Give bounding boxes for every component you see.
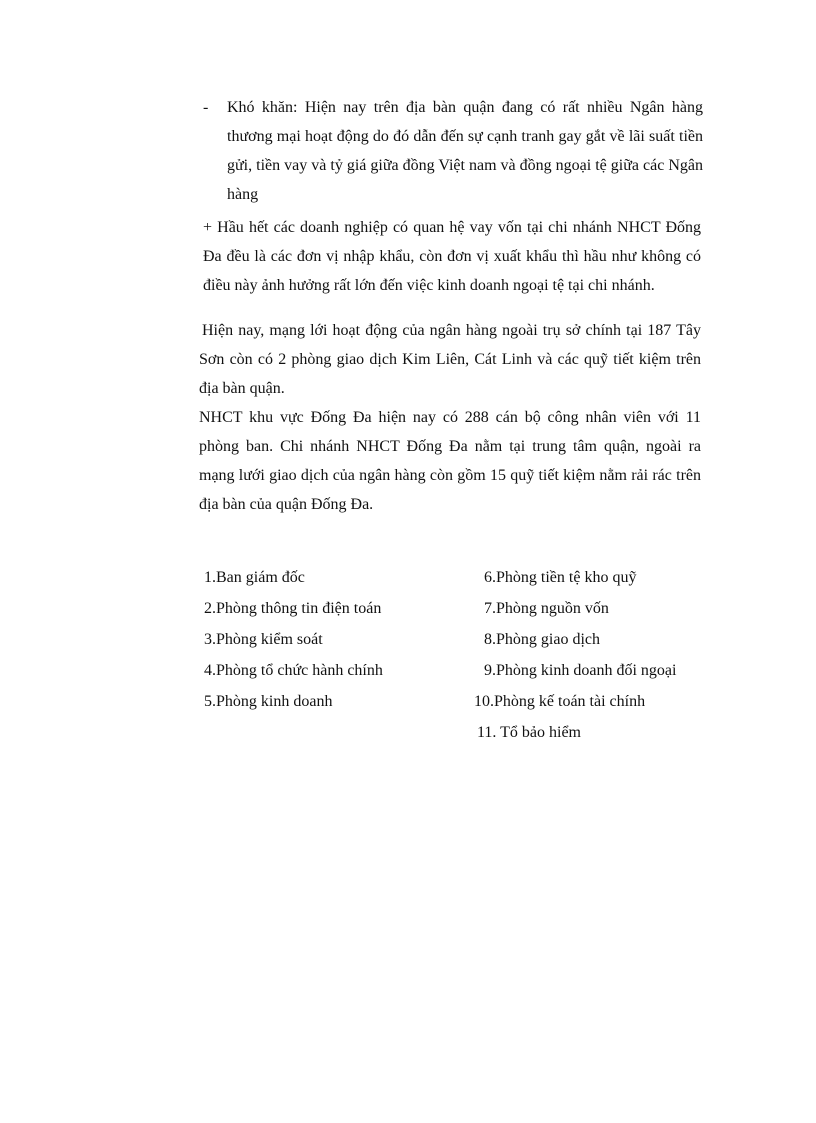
department-item: 5.Phòng kinh doanh [204,693,333,710]
paragraph-network [199,316,701,403]
paragraph-staff-text: NHCT khu vực Đống Đa hiện nay có 288 cán bộ công nhân viên với 11 phòng ban. Chi nhánh NHCT Đống Đa nằm tại trung tâm quận, ngoài ra mạng lưới giao dịch của ngân hàng còn gồm 15 quỹ tiết kiệm nằm rải rác trên địa bàn của quận Đống Đa. [199,409,701,513]
paragraph-staff [199,403,701,519]
department-item: 3.Phòng kiểm soát [204,631,323,648]
bullet-text: Khó khăn: Hiện nay trên địa bàn quận đang có rất nhiều Ngân hàng thương mại hoạt động do đó dẫn đến sự cạnh tranh gay gắt về lãi suất tiền gửi, tiền vay và tỷ giá giữa đồng Việt nam và đồng ngoại tệ giữa các Ngân hàng [227,99,703,203]
department-item: 6.Phòng tiền tệ kho quỹ [484,569,637,586]
department-item: 7.Phòng nguồn vốn [484,600,609,617]
department-item: 9.Phòng kinh doanh đối ngoại [484,662,677,679]
department-item: 1.Ban giám đốc [204,569,305,586]
department-item: 4.Phòng tổ chức hành chính [204,662,383,679]
department-item: 8.Phòng giao dịch [484,631,600,648]
paragraph-network-text: Hiện nay, mạng lới hoạt động của ngân hàng ngoài trụ sở chính tại 187 Tây Sơn còn có 2 phòng giao dịch Kim Liên, Cát Linh và các quỹ tiết kiệm trên địa bàn quận. [199,322,701,397]
department-item: 2.Phòng thông tin điện toán [204,600,382,617]
department-item: 10.Phòng kế toán tài chính [474,693,646,710]
paragraph-loans: + Hầu hết các doanh nghiệp có quan hệ vay vốn tại chi nhánh NHCT Đống Đa đều là các đơn vị nhập khẩu, còn đơn vị xuất khẩu thì hầu như không có điều này ảnh hưởng rất lớn đến việc kinh doanh ngoại tệ tại chi nhánh. [203,219,701,294]
bullet-dash: - [203,99,209,116]
department-list [200,566,720,766]
department-item: 11. Tổ bảo hiểm [477,724,581,741]
